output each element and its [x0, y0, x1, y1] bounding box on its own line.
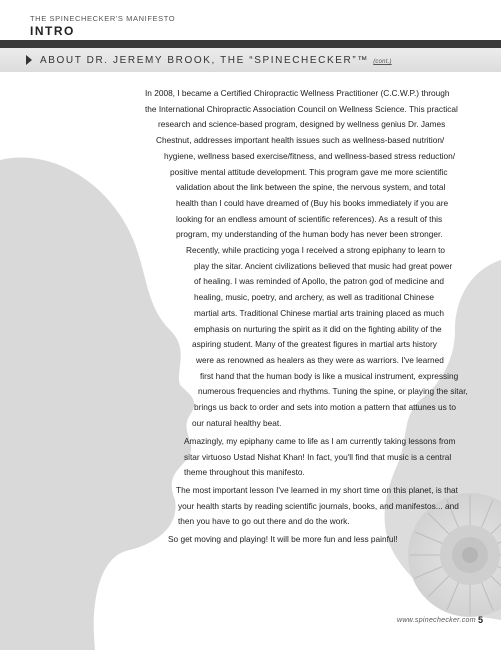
text-line: Recently, while practicing yoga I received a strong epiphany to learn to	[186, 245, 446, 255]
text-line: then you have to go out there and do the work.	[178, 516, 350, 527]
text-line: the International Chiropractic Association Council on Wellness Science. This practical	[145, 103, 458, 114]
text-line: healing, music, poetry, and archery, as well as traditional Chinese	[194, 292, 434, 303]
text-line: So get moving and playing! It will be more fun and less painful!	[168, 534, 398, 544]
page-number: 5	[478, 615, 484, 625]
text-line: Chestnut, addresses important health issues such as wellness-based nutrition/	[156, 135, 445, 146]
paragraph-1	[118, 86, 458, 243]
text-line: hygiene, wellness based exercise/fitness, and wellness-based stress reduction/	[164, 150, 456, 161]
text-line: martial arts. Traditional Chinese martial arts training placed as much	[194, 307, 444, 318]
text-line: In 2008, I became a Certified Chiropractic Wellness Practitioner (C.C.W.P.) through	[145, 88, 450, 98]
text-line: of healing. I was reminded of Apollo, the patron god of medicine and	[194, 276, 444, 287]
arrow-icon	[26, 55, 32, 65]
text-line: The most important lesson I've learned in my short time on this planet, is that	[176, 485, 458, 495]
text-line: first hand that the human body is like a musical instrument, expressing	[200, 370, 459, 381]
text-line: research and science-based program, designed by wellness genius Dr. James	[158, 119, 446, 130]
book-title: THE SPINECHECKER'S MANIFESTO	[30, 14, 176, 23]
text-line: sitar virtuoso Ustad Nishat Khan! In fact, you'll find that music is a central	[184, 451, 452, 462]
text-line: validation about the link between the spine, the nervous system, and total	[176, 182, 446, 193]
text-line: play the sitar. Ancient civilizations believed that music had great power	[194, 260, 453, 271]
text-line: were as renowned as healers as they were as warriors. I've learned	[196, 354, 444, 365]
section-title: INTRO	[30, 24, 75, 38]
text-line: program, my understanding of the human body has never been stronger.	[176, 229, 443, 240]
paragraph-3	[118, 434, 455, 481]
subsection-title	[40, 55, 392, 66]
text-line: numerous frequencies and rhythms. Tuning the spine, or playing the sitar,	[198, 386, 468, 397]
text-line: looking for an endless amount of scientific references). As a result of this	[176, 213, 443, 224]
continued-label: (cont.)	[373, 59, 392, 65]
paragraph-4	[118, 483, 459, 530]
header-rule	[0, 40, 501, 48]
text-line: aspiring student. Many of the greatest figures in martial arts history	[192, 339, 437, 350]
text-line: brings us back to order and sets into motion a pattern that attunes us to	[194, 402, 456, 413]
text-line: Amazingly, my epiphany came to life as I am currently taking lessons from	[184, 436, 456, 446]
text-line: positive mental attitude development. This program gave me more scientific	[170, 166, 448, 177]
subsection-title-text: ABOUT DR. JEREMY BROOK, THE “SPINECHECKER”™	[40, 55, 369, 66]
paragraph-5	[118, 532, 398, 548]
text-line: your health starts by reading scientific journals, books, and manifestos... and	[178, 500, 459, 511]
footer-url: www.spinechecker.com	[397, 617, 476, 624]
paragraph-2	[118, 243, 468, 431]
text-line: our natural healthy beat.	[192, 417, 282, 428]
text-line: theme throughout this manifesto.	[184, 467, 305, 478]
text-line: emphasis on nurturing the spirit as it did on the fighting ability of the	[194, 323, 442, 334]
text-line: health than I could have dreamed of (Buy his books immediately if you are	[176, 197, 449, 208]
